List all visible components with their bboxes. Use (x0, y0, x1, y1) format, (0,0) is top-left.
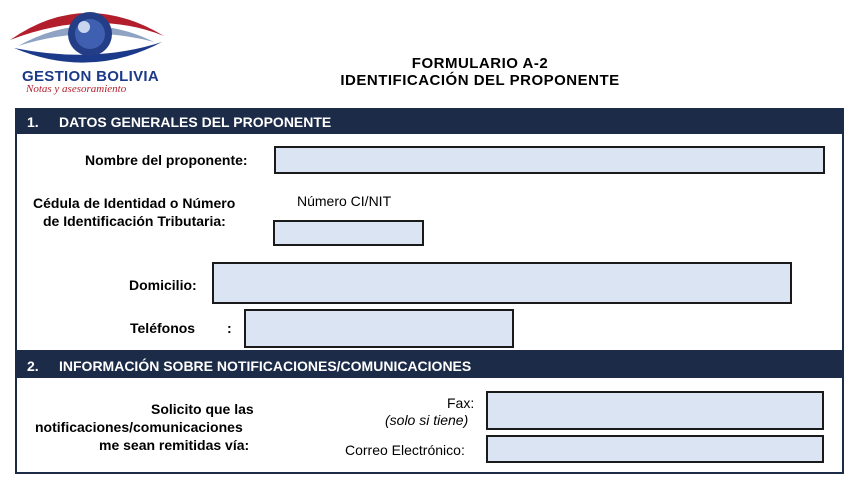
correo-field[interactable] (486, 435, 824, 463)
section-1-header (17, 110, 842, 134)
eye-logo-icon (4, 2, 170, 72)
section-2-title: INFORMACIÓN SOBRE NOTIFICACIONES/COMUNICACIONES (59, 358, 472, 374)
section-notificaciones (15, 352, 844, 474)
section-datos-generales (15, 108, 844, 352)
solicito-line2: notificaciones/comunicaciones (35, 419, 243, 435)
company-logo (4, 2, 170, 94)
ci-label-line1: Cédula de Identidad o Número (33, 195, 236, 211)
section-1-title: DATOS GENERALES DEL PROPONENTE (59, 114, 332, 130)
solicito-line1: Solicito que las (151, 401, 254, 417)
form-subtitle: IDENTIFICACIÓN DEL PROPONENTE (340, 72, 620, 89)
section-2-header (17, 354, 842, 378)
telefonos-colon: : (227, 320, 232, 336)
telefonos-label: Teléfonos (130, 320, 196, 336)
section-1-number: 1. (27, 114, 39, 130)
nombre-label: Nombre del proponente: (85, 152, 248, 168)
form-title: FORMULARIO A-2 (411, 55, 549, 72)
correo-label: Correo Electrónico: (345, 442, 465, 458)
section-2-number: 2. (27, 358, 39, 374)
fax-label: Fax: (447, 395, 475, 411)
domicilio-field[interactable] (212, 262, 792, 304)
solicito-line3: me sean remitidas vía: (99, 437, 250, 453)
fax-note: (solo si tiene) (385, 412, 469, 428)
telefonos-field[interactable] (244, 309, 514, 348)
ci-nit-field[interactable] (273, 220, 424, 246)
logo-brand-text: GESTION BOLIVIA (22, 68, 160, 85)
ci-label-line2: de Identificación Tributaria: (43, 213, 226, 229)
domicilio-label: Domicilio: (129, 277, 197, 293)
fax-field[interactable] (486, 391, 824, 430)
logo-tagline: Notas y asesoramiento (26, 83, 127, 95)
nombre-field[interactable] (274, 146, 825, 174)
ci-hint: Número CI/NIT (297, 193, 392, 209)
